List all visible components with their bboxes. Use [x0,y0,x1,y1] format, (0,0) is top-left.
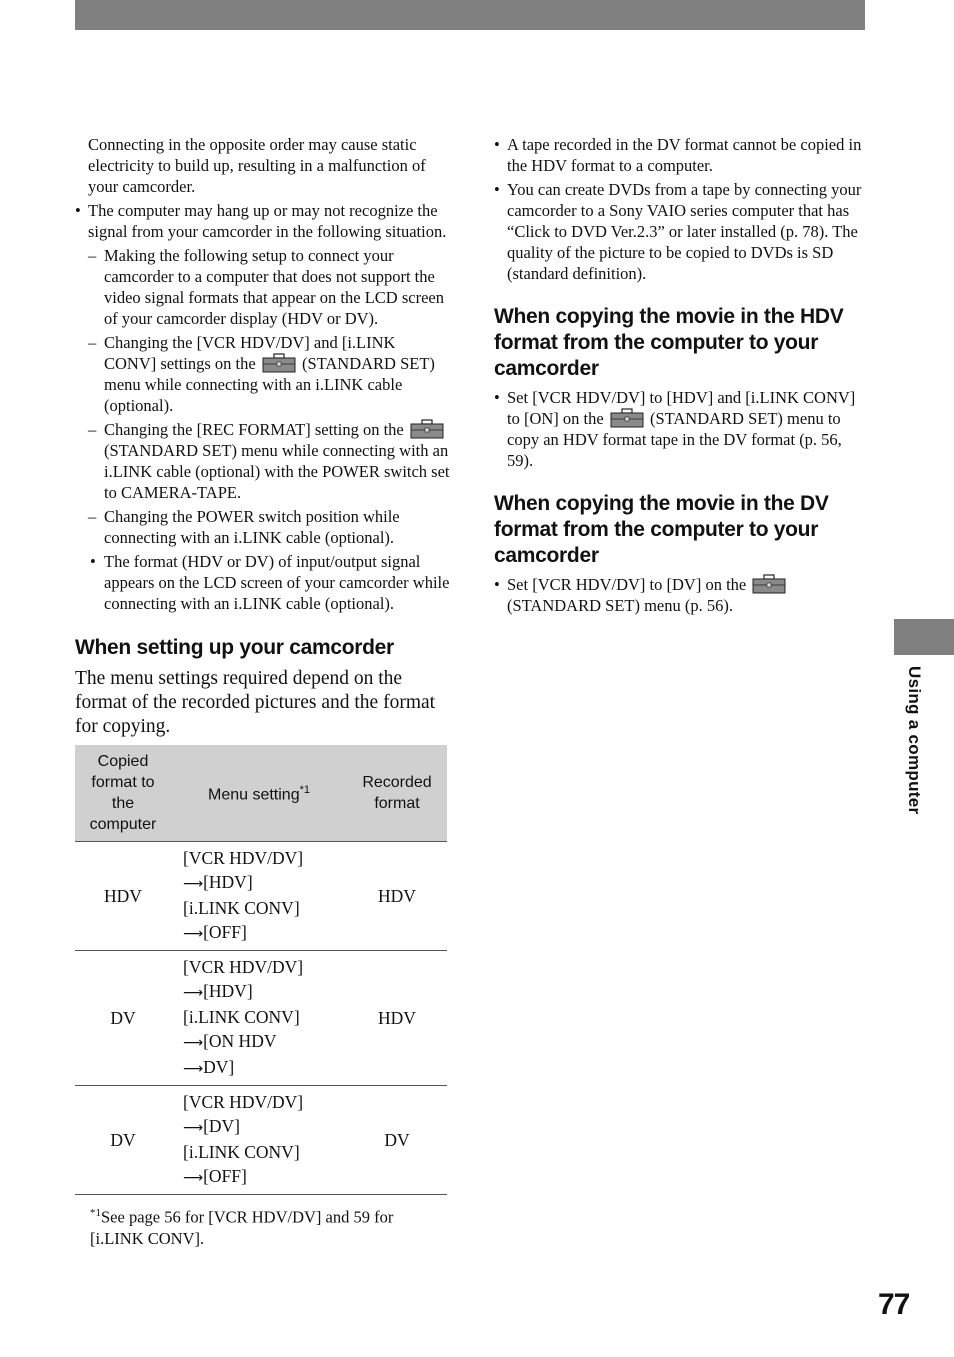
toolbox-icon [752,574,786,594]
header-copied-format: Copied format to the computer [75,745,171,842]
cell-menu-setting [171,842,347,951]
menu-value: [DV] [203,1116,241,1136]
bullet-text: (STANDARD SET) menu (p. 56). [507,596,733,615]
dash-text: (STANDARD SET) menu while connecting with an i.LINK cable (optional). [104,354,435,415]
menu-value: [OFF] [203,922,247,942]
arrow-icon: ⟶ [183,1035,204,1051]
setup-lead-text: The menu settings required depend on the format of the recorded pictures and the format for copying. [75,668,436,737]
dash-item-power-switch: – Changing the POWER switch position while connecting with an i.LINK cable (optional). [75,506,450,548]
table-row [75,842,447,951]
dash-item-rec-format [75,419,450,503]
menu-line: [VCR HDV/DV] [183,957,304,977]
arrow-icon: ⟶ [183,1120,204,1136]
bullet-text: (STANDARD SET) menu to copy an HDV format tape in the DV format (p. 56, 59). [507,409,842,470]
bullet-text: Set [VCR HDV/DV] to [DV] on the [507,575,747,594]
toolbox-icon [410,419,444,439]
header-menu-label: Menu setting [207,786,300,804]
bullet-text: Set [VCR HDV/DV] to [HDV] and [i.LINK CONV] to [ON] on the [507,388,856,428]
menu-line: [i.LINK CONV] [183,898,300,918]
cell-menu-setting [171,1086,347,1195]
cell-recorded: HDV [347,951,447,1086]
bullet-set-dv [494,574,868,616]
cell-recorded: DV [347,1086,447,1195]
dash-item-vcr-settings [75,332,450,416]
menu-line [183,1029,343,1055]
toolbox-icon [610,408,644,428]
arrow-icon: ⟶ [183,1170,204,1186]
header-footnote-mark: *1 [299,784,310,797]
menu-value: [HDV] [203,981,253,1001]
bullet-create-dvds: • You can create DVDs from a tape by connecting your camcorder to a Sony VAIO series computer that has “Click to DVD Ver.2.3” or later installed (p. 78). The quality of the picture to be copied to DVDs is SD (standard definition). [494,179,868,284]
section-side-label: Using a computer [905,666,924,815]
table-footnote [75,1203,450,1249]
cell-copied: DV [75,951,171,1086]
menu-line: [i.LINK CONV] [183,1142,300,1162]
left-column [75,134,450,1249]
bullet-computer-hang: • The computer may hang up or may not recognize the signal from your camcorder in the following situation. [75,200,450,242]
menu-line [183,1114,343,1140]
menu-line [183,920,343,946]
menu-line: [VCR HDV/DV] [183,1092,304,1112]
arrow-icon: ⟶ [183,1061,204,1077]
menu-line: [VCR HDV/DV] [183,848,304,868]
cell-recorded: HDV [347,842,447,951]
arrow-icon: ⟶ [183,985,204,1001]
menu-line [183,1164,343,1190]
cell-copied: HDV [75,842,171,951]
toolbox-icon [262,353,296,373]
menu-value: [ON HDV [203,1031,277,1051]
menu-value: [OFF] [203,1166,247,1186]
menu-value: DV] [203,1057,235,1077]
header-recorded-format: Recorded format [347,745,447,842]
menu-value: [HDV] [203,872,253,892]
bullet-format-display: • The format (HDV or DV) of input/output signal appears on the LCD screen of your camcorder while connecting with an i.LINK cable (optional). [75,551,450,614]
header-menu-setting [171,745,347,842]
header-bar [75,0,865,30]
bullet-dv-format: • A tape recorded in the DV format cannot be copied in the HDV format to a computer. [494,134,868,176]
menu-line [183,870,343,896]
menu-line: [i.LINK CONV] [183,1007,300,1027]
arrow-icon: ⟶ [183,876,204,892]
dash-text: Changing the [VCR HDV/DV] and [i.LINK CONV] settings on the [104,333,396,373]
section-heading-dv-copy: When copying the movie in the DV format from the computer to your camcorder [494,492,829,567]
table-row [75,951,447,1086]
cell-menu-setting [171,951,347,1086]
menu-line [183,1055,343,1081]
section-heading-setup: When setting up your camcorder [75,636,394,659]
cell-copied: DV [75,1086,171,1195]
menu-line [183,979,343,1005]
dash-text: (STANDARD SET) menu while connecting with an i.LINK cable (optional) with the POWER switch set to CAMERA-TAPE. [104,441,450,502]
intro-text: Connecting in the opposite order may cause static electricity to build up, resulting in a malfunction of your camcorder. [88,135,426,196]
section-heading-hdv-copy: When copying the movie in the HDV format from the computer to your camcorder [494,305,844,380]
bullet-set-hdv [494,387,868,471]
footnote-mark: *1 [90,1207,101,1219]
dash-text: Changing the [REC FORMAT] setting on the [104,420,404,439]
menu-settings-table [75,745,447,1195]
right-column [494,134,868,616]
page-number: 77 [878,1288,910,1321]
arrow-icon: ⟶ [183,926,204,942]
dash-item-setup: – Making the following setup to connect your camcorder to a computer that does not support the video signal formats that appear on the LCD screen of your camcorder display (HDV or DV). [75,245,450,329]
table-header-row [75,745,447,842]
table-row [75,1086,447,1195]
footnote-text: See page 56 for [VCR HDV/DV] and 59 for [i.LINK CONV]. [90,1207,394,1248]
section-tab-marker [894,619,954,655]
